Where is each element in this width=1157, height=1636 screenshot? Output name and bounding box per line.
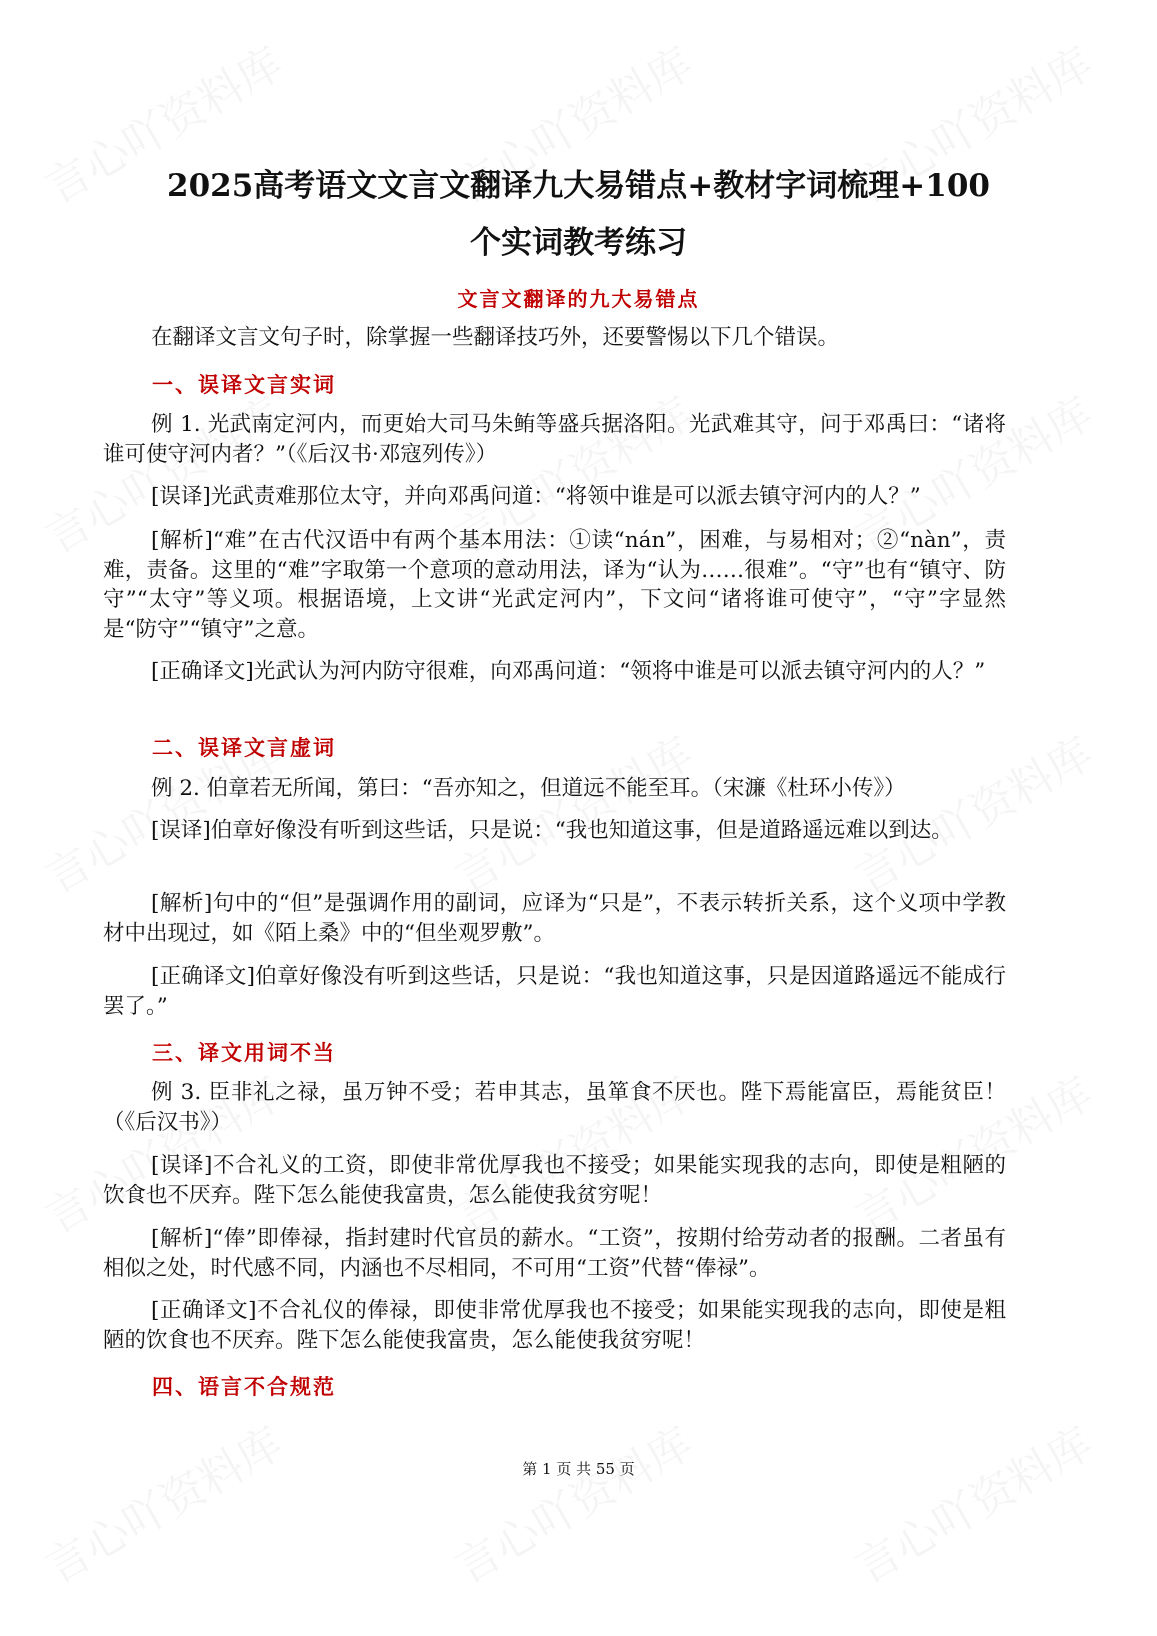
document-title-line2: 个实词教考练习: [470, 225, 687, 261]
example-3: 例 3. 臣非礼之禄，虽万钟不受；若申其志，虽箪食不厌也。陛下焉能富臣，焉能贫臣！（《后汉书》）: [103, 1080, 1006, 1135]
watermark-text: [842, 718, 1103, 905]
page-footer: 第 1 页 共 55 页: [522, 1460, 635, 1478]
analysis-2: [解析]句中的“但”是强调作用的副词，应译为“只是”，不表示转折关系，这个义项中学教材中出现过，如《陌上桑》中的“但坐观罗敷”。: [103, 891, 1006, 946]
correct-translation-2: [正确译文]伯章好像没有听到这些话，只是说：“我也知道这事，只是因道路遥远不能成行罢了。”: [103, 964, 1006, 1019]
watermark-text: [442, 1408, 703, 1595]
example-1: 例 1. 光武南定河内，而更始大司马朱鲔等盛兵据洛阳。光武难其守，问于邓禹曰：“诸将谁可使守河内者？”（《后汉书·邓寇列传》）: [103, 412, 1006, 467]
document-title-line1: 2025高考语文文言文翻译九大易错点+教材字词梳理+100: [167, 168, 990, 204]
heading-1: 一、误译文言实词: [152, 372, 336, 397]
heading-3: 三、译文用词不当: [152, 1040, 336, 1065]
example-2: 例 2. 伯章若无所闻，第曰：“吾亦知之，但道远不能至耳。（宋濂《杜环小传》）: [151, 776, 906, 801]
heading-4: 四、语言不合规范: [152, 1374, 336, 1399]
wrong-translation-2: [误译]伯章好像没有听到这些话，只是说：“我也知道这事，但是道路遥远难以到达。: [151, 818, 953, 843]
watermark-text: [442, 718, 703, 905]
correct-translation-3: [正确译文]不合礼仪的俸禄，即使非常优厚我也不接受；如果能实现我的志向，即使是粗陋的饮食也不厌弃。陛下怎么能使我富贵，怎么能使我贫穷呢！: [103, 1298, 1006, 1353]
heading-2: 二、误译文言虚词: [152, 735, 336, 760]
watermark-text: [842, 1408, 1103, 1595]
wrong-translation-1: [误译]光武责难那位太守，并向邓禹问道：“将领中谁是可以派去镇守河内的人？”: [151, 484, 921, 509]
correct-translation-1: [正确译文]光武认为河内防守很难，向邓禹问道：“领将中谁是可以派去镇守河内的人？”: [151, 659, 986, 684]
section-subtitle: 文言文翻译的九大易错点: [457, 287, 700, 311]
watermark-text: [32, 1408, 293, 1595]
wrong-translation-3: [误译]不合礼义的工资，即使非常优厚我也不接受；如果能实现我的志向，即使是粗陋的饮食也不厌弃。陛下怎么能使我富贵，怎么能使我贫穷呢！: [103, 1153, 1006, 1208]
analysis-3: [解析]“俸”即俸禄，指封建时代官员的薪水。“工资”，按期付给劳动者的报酬。二者虽有相似之处，时代感不同，内涵也不尽相同，不可用“工资”代替“俸禄”。: [103, 1226, 1006, 1281]
analysis-1: [解析]“难”在古代汉语中有两个基本用法：①读“nán”，困难，与易相对；②“nàn”，责难，责备。这里的“难”字取第一个意项的意动用法，译为“认为……很难”。“守”也有“镇守、防守”“太守”等义项。根据语境，上文讲“光武定河内”，下文问“诸将谁可使守”，“守”字显然是“防守”“镇守”之意。: [103, 528, 1006, 642]
intro-paragraph: 在翻译文言文句子时，除掌握一些翻译技巧外，还要警惕以下几个错误。: [151, 325, 840, 350]
